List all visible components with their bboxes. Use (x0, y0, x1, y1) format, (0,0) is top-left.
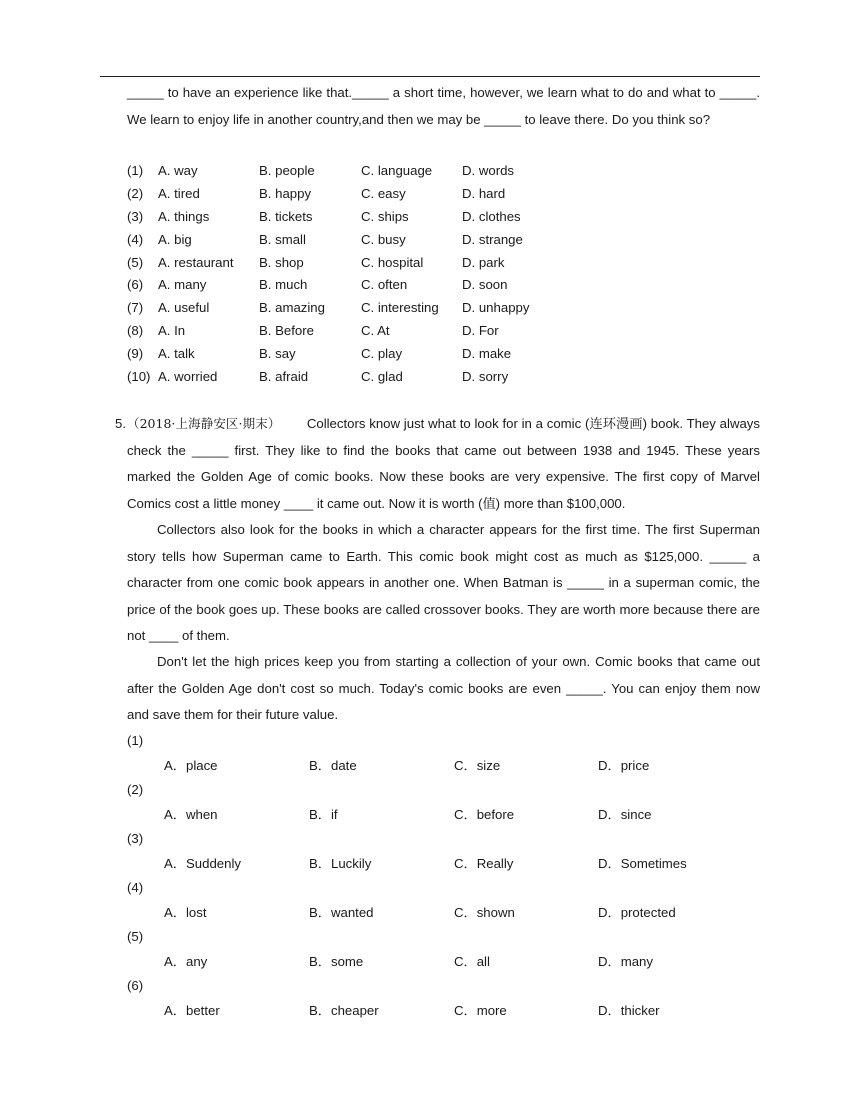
choice-a: A．better (164, 1003, 220, 1018)
passage4-continuation: _____ to have an experience like that._____ a short time, however, we learn what to do and what to _____. We learn to enjoy life in another country,and then we may be _____ to leave there. Do you think so? (127, 85, 760, 127)
option-c: C. glad (361, 369, 403, 384)
option-a: A. big (158, 232, 192, 247)
choice-c: C．size (454, 758, 501, 773)
option-b: B. shop (259, 255, 304, 270)
option-d: D. clothes (462, 209, 521, 224)
q5-blank-number: (2) (127, 782, 144, 797)
choice-b: B．wanted (309, 905, 374, 920)
choice-a: A．lost (164, 905, 207, 920)
choice-b: B．Luckily (309, 856, 372, 871)
option-number: (3) (127, 209, 144, 224)
q5-blank-number: (5) (127, 929, 144, 944)
option-number: (8) (127, 323, 144, 338)
q5-blank-number: (6) (127, 978, 144, 993)
choice-d: D．protected (598, 905, 676, 920)
choice-d: D．since (598, 807, 652, 822)
option-c: C. often (361, 277, 408, 292)
option-b: B. afraid (259, 369, 309, 384)
option-d: D. words (462, 163, 515, 178)
option-b: B. happy (259, 186, 312, 201)
choice-d: D．many (598, 954, 653, 969)
q5-paragraph-2: Collectors also look for the books in which a character appears for the first time. The first Superman story tells how Superman came to Earth. This comic book might cost as much as $125,000. _____ a character from one comic book appears in another one. When Batman is _____ in a superman comic, the price of the book goes up. These books are called crossover books. They are worth more because there are not ____ of them. (127, 522, 760, 643)
option-b: B. say (259, 346, 296, 361)
option-b: B. people (259, 163, 315, 178)
header-rule (100, 76, 760, 77)
choice-c: C．more (454, 1003, 507, 1018)
option-c: C. busy (361, 232, 406, 247)
choice-a: A．any (164, 954, 208, 969)
option-c: C. play (361, 346, 403, 361)
option-number: (4) (127, 232, 144, 247)
option-a: A. tired (158, 186, 200, 201)
option-d: D. unhappy (462, 300, 530, 315)
q5-paragraph-1 (127, 411, 760, 517)
choice-d: D．price (598, 758, 650, 773)
option-number: (9) (127, 346, 144, 361)
option-d: D. park (462, 255, 505, 270)
choice-c: C．Really (454, 856, 514, 871)
option-a: A. restaurant (158, 255, 234, 270)
choice-d: D．Sometimes (598, 856, 687, 871)
option-b: B. small (259, 232, 306, 247)
option-b: B. tickets (259, 209, 313, 224)
option-c: C. language (361, 163, 433, 178)
option-c: C. easy (361, 186, 406, 201)
q5-blank-number: (3) (127, 831, 144, 846)
option-number: (2) (127, 186, 144, 201)
option-number: (1) (127, 163, 144, 178)
choice-a: A．place (164, 758, 218, 773)
choice-b: B．date (309, 758, 357, 773)
option-number: (10) (127, 369, 151, 384)
option-d: D. hard (462, 186, 506, 201)
option-d: D. make (462, 346, 512, 361)
option-c: C. hospital (361, 255, 424, 270)
question-number: 5. (115, 416, 126, 431)
q5-blank-number: (1) (127, 733, 144, 748)
q5-paragraph-1-text: Collectors know just what to look for in a comic (连环漫画) book. They always check the _____ first. They like to find the books that came out between 1938 and 1945. These years marked the Golden Age of comic books. Now these books are very expensive. The first copy of Marvel Comics cost a little money ____ it came out. Now it is worth (值) more than $100,000. (127, 416, 760, 511)
choice-b: B．if (309, 807, 338, 822)
option-number: (7) (127, 300, 144, 315)
option-a: A. In (158, 323, 186, 338)
choice-a: A．Suddenly (164, 856, 241, 871)
option-a: A. talk (158, 346, 195, 361)
option-d: D. sorry (462, 369, 509, 384)
choice-a: A．when (164, 807, 218, 822)
option-a: A. worried (158, 369, 218, 384)
option-a: A. way (158, 163, 198, 178)
option-b: B. Before (259, 323, 314, 338)
choice-b: B．cheaper (309, 1003, 379, 1018)
option-c: C. At (361, 323, 390, 338)
option-c: C. ships (361, 209, 409, 224)
option-c: C. interesting (361, 300, 439, 315)
choice-d: D．thicker (598, 1003, 660, 1018)
option-d: D. strange (462, 232, 523, 247)
q5-blank-number: (4) (127, 880, 144, 895)
option-d: D. For (462, 323, 499, 338)
choice-c: C．before (454, 807, 515, 822)
option-number: (6) (127, 277, 144, 292)
option-b: B. much (259, 277, 308, 292)
option-a: A. many (158, 277, 207, 292)
option-number: (5) (127, 255, 144, 270)
choice-c: C．all (454, 954, 490, 969)
option-a: A. useful (158, 300, 210, 315)
q5-paragraph-3: Don't let the high prices keep you from starting a collection of your own. Comic books that came out after the Golden Age don't cost so much. Today's comic books are even _____. You can enjoy them now and save them for their future value. (127, 654, 760, 722)
choice-c: C．shown (454, 905, 515, 920)
choice-b: B．some (309, 954, 364, 969)
option-d: D. soon (462, 277, 508, 292)
option-a: A. things (158, 209, 210, 224)
question-source: （2018·上海静安区·期末） (127, 416, 281, 431)
option-b: B. amazing (259, 300, 325, 315)
